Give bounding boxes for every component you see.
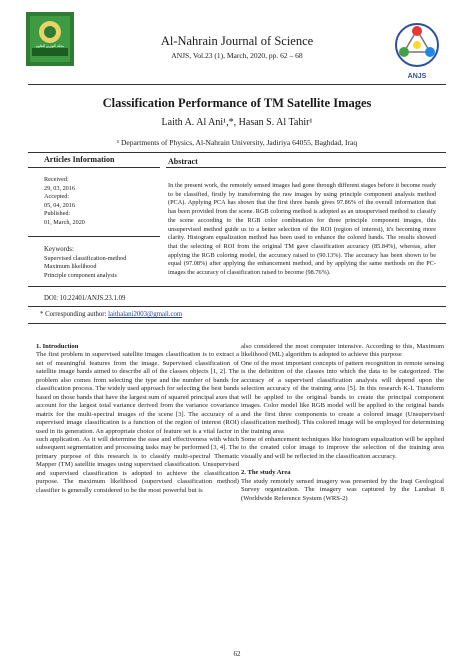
keywords-label: Keywords: <box>44 246 74 253</box>
article-dates <box>44 176 162 227</box>
introduction-paragraph-3: Some of enhancement techniques like histogram equalization will be applied to the created color image to improve the selection of the training area visually and will be reflected in the classification accuracy. <box>241 435 444 460</box>
keyword-item: Principle component analysis <box>44 271 117 279</box>
accepted-label: Accepted: <box>44 193 70 200</box>
info-bottom-rule <box>28 286 446 287</box>
introduction-paragraph-cont: also considered the most computer intensive. According to this, Maximum likelihood (ML) algorithm is adopted to achieve this purpose <box>241 343 444 359</box>
abstract-heading: Abstract <box>168 157 198 166</box>
abstract-head-rule <box>166 167 446 168</box>
info-top-rule <box>28 152 446 153</box>
header-divider <box>28 84 446 85</box>
paper-authors: Laith A. Al Ani¹,*, Hasan S. Al Tahir¹ <box>161 117 313 128</box>
introduction-paragraph: The first problem in supervised satellite images classification is to extract a set of meaningful features from the image. Supervised classification of satellite image bands aimed to describe all of the classes objects [1, 2]. The problem also comes from selecting the type and the number of bands for classification process. The widely used approach for selecting the best bands based on those bands that have the largest sum of squared principal axes that account for the largest total variance derived from the variance covariance matrix for the multi-spectral images of the scene [3]. The accuracy of a supervised image classification is a function of the region of interest (ROI) used in its generation. An appropriate choice of feature set is a vital factor in such application. As it will determine the ease and effectiveness with which subsequent segmentation and processing tasks may be performed [3, 4]. The primary purpose of this research is to classify multi-spectral Thematic Mapper (TM) satellite images using supervised classification. Unsupervised and supervised classification is adopted to achieve the classification purpose. The maximum likelihood (supervised classification method) classifier is generally considered to be the most powerful but is <box>36 351 239 494</box>
abstract-text: In the present work, the remotely sensed images had gone through different stages before it become ready to be classified, firstly by transforming the raw images by using principle component analysis method (PCA). Applying PCA has shown that the first three bands gives 97.86% of the overall information that has been provided from the scene. RGB coloring method is adopted as an unsupervised method to classify the scene according to the RGB color combination for three principle component images, this unsupervised method guide us to a better selection of the ROI (region of interest), it's becoming more clarity. Histogram equalization method has been used to enhance the colored bands. The results showed that the selecting of ROI from the original TM gave classification accuracy (85.84%), whereas, after applying the RGB coloring model, the accuracy raised to (90.13%). The accuracy has been shown to be equal (97.08%) after applying the enhancement method, and by applying the same methods on the PC- images the accuracy of classification raised to become (98.76%). <box>168 182 436 277</box>
info-head-rule <box>28 167 160 168</box>
introduction-heading: 1. Introduction <box>36 343 79 350</box>
article-info-heading: Articles Information <box>44 155 115 164</box>
correspondence <box>40 311 182 318</box>
received-label: Received: <box>44 176 69 183</box>
keyword-item: Maximum likelihood <box>44 263 97 270</box>
author-email-link[interactable]: laithalani2003@gmail.com <box>108 311 183 318</box>
journal-title: Al-Nahrain Journal of Science <box>160 34 314 48</box>
page-number: 62 <box>233 650 241 658</box>
received-date: 29, 03, 2016 <box>44 184 75 192</box>
keywords-block <box>44 246 164 280</box>
right-logo-text: ANJS <box>407 73 427 80</box>
keyword-item: Supervised classification-method <box>44 254 127 262</box>
paper-affiliation: ¹ Departments of Physics, Al-Nahrain University, Jadiriya 64055, Baghdad, Iraq <box>116 138 358 147</box>
study-area-paragraph: The study remotely sensed imagery was presented by the Iraqi Geological Survey organization. The imagery was captured by the Landsat 8 (Worldwide Reference System (WRS-2) <box>241 477 444 502</box>
accepted-date: 05, 04, 2016 <box>44 201 75 209</box>
dates-divider <box>28 236 160 237</box>
study-area-heading: 2. The study Area <box>241 469 291 477</box>
left-logo-text: مجلة النهرين للعلوم <box>35 44 65 48</box>
body-right-column <box>241 343 444 503</box>
doi: DOI: 10.22401/ANJS.23.1.09 <box>44 295 126 302</box>
published-label: Published: <box>44 210 71 217</box>
introduction-paragraph-2: One of the most important concepts of pattern recognition in remote sensing is the definition of the classes into which the data to be categorized. The accuracy of a supervised classification analysis will depend upon the selection accuracy of the training area [5]. In this research K-L Transform will be applied to the original bands to create the principal component images. Color model like RGB model will be applied to the original bands and the first three components to create a colored image (Unsupervised classification method). This colored image will be employed for determining the training area <box>241 359 444 435</box>
journal-citation: ANJS, Vol.23 (1), March, 2020, pp. 62 – 68 <box>171 51 303 60</box>
correspondence-rule <box>28 323 446 324</box>
body-left-column <box>36 343 239 495</box>
paper-title: Classification Performance of TM Satellite Images <box>102 96 372 110</box>
correspondence-label: * Corresponding author: <box>40 311 109 318</box>
published-date: 01, March, 2020 <box>44 218 85 226</box>
doi-rule <box>28 306 446 307</box>
